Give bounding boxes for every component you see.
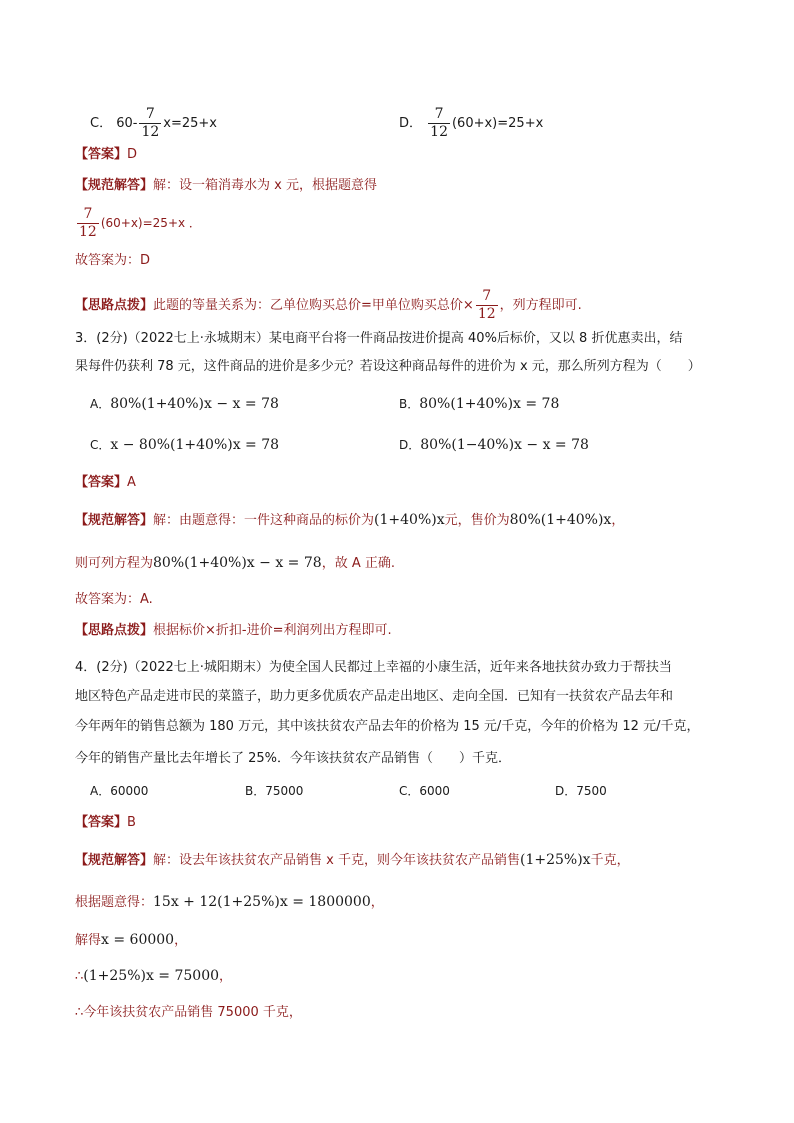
q2-conclusion: 故答案为：D (75, 253, 151, 268)
q4-solution-line-2: 根据题意得：15x + 12(1+25%)x = 1800000， (75, 894, 384, 910)
q2-hint: 【思路点拨】此题的等量关系为：乙单位购买总价=甲单位购买总价× $\frac{7}{12}$ ，列方程即可. (75, 288, 582, 322)
q2-option-d-fraction: $\frac{7}{12}$ (430, 106, 448, 140)
q4-stem-line-2: 地区特色产品走进市民的菜篮子，助力更多优质农产品走出地区、走向全国．已知有一扶贫农产品去年和 (75, 689, 674, 704)
q2-option-c: C． 60- $\frac{7}{12}$ x=25+x (90, 106, 217, 140)
q4-stem-line-3: 今年两年的销售总额为 180 万元，其中该扶贫农产品去年的价格为 15 元/千克，今年的价格为 12 元/千克， (75, 719, 700, 734)
q4-stem-line-4: 今年的销售产量比去年增长了 25%．今年该扶贫农产品销售（ ）千克． (75, 751, 512, 766)
q3-solution-line-1: 【规范解答】解：由题意得：一件这种商品的标价为(1+40%)x元，售价为80%(1+40%)x， (75, 512, 625, 528)
q3-option-c: C．x − 80%(1+40%)x = 78 (90, 437, 280, 453)
q4-solution-line-5: ∴今年该扶贫农产品销售 75000 千克， (75, 1005, 302, 1020)
q2-equation-fraction: $\frac{7}{12}$ (79, 206, 97, 240)
q3-hint: 【思路点拨】根据标价×折扣-进价=利润列出方程即可. (75, 623, 392, 638)
q4-solution-line-3: 解得x = 60000， (75, 932, 188, 948)
q2-answer: 【答案】D (75, 147, 138, 162)
q4-stem-line-1: 4．(2分)（2022七上·城阳期末）为使全国人民都过上幸福的小康生活，近年来各地扶贫办致力于帮扶当 (75, 660, 672, 675)
q3-stem-line-1: 3．(2分)（2022七上·永城期末）某电商平台将一件商品按进价提高 40%后标价，又以 8 折优惠卖出，结 (75, 331, 683, 346)
q4-option-b: B．75000 (245, 784, 304, 798)
q3-stem-line-2: 果每件仍获利 78 元，这件商品的进价是多少元？若设这种商品每件的进价为 x 元，那么所列方程为（ ） (75, 359, 701, 374)
q2-hint-fraction: $\frac{7}{12}$ (477, 288, 496, 322)
q4-solution-line-4: ∴(1+25%)x = 75000， (75, 968, 233, 984)
q4-option-a: A．60000 (90, 784, 149, 798)
q3-conclusion: 故答案为：A. (75, 592, 153, 607)
q3-solution-line-2: 则可列方程为80%(1+40%)x − x = 78，故 A 正确. (75, 555, 395, 571)
q2-solution: 【规范解答】解：设一箱消毒水为 x 元，根据题意得 (75, 178, 377, 193)
q4-option-c: C．6000 (399, 784, 450, 798)
q4-answer: 【答案】B (75, 815, 136, 830)
q3-option-d: D．80%(1−40%)x − x = 78 (399, 437, 589, 453)
q4-option-d: D．7500 (555, 784, 607, 798)
q3-option-a: A．80%(1+40%)x − x = 78 (90, 396, 279, 412)
q3-option-b: B．80%(1+40%)x = 78 (399, 396, 560, 412)
q2-option-d: D． $\frac{7}{12}$ (60+x)=25+x (399, 106, 544, 140)
q2-option-c-fraction: $\frac{7}{12}$ (141, 106, 160, 140)
q2-equation: $\frac{7}{12}$ (60+x)=25+x ． (79, 206, 201, 240)
q4-solution-line-1: 【规范解答】解：设去年该扶贫农产品销售 x 千克，则今年该扶贫农产品销售(1+25%)x千克， (75, 852, 630, 868)
q3-answer: 【答案】A (75, 475, 136, 490)
